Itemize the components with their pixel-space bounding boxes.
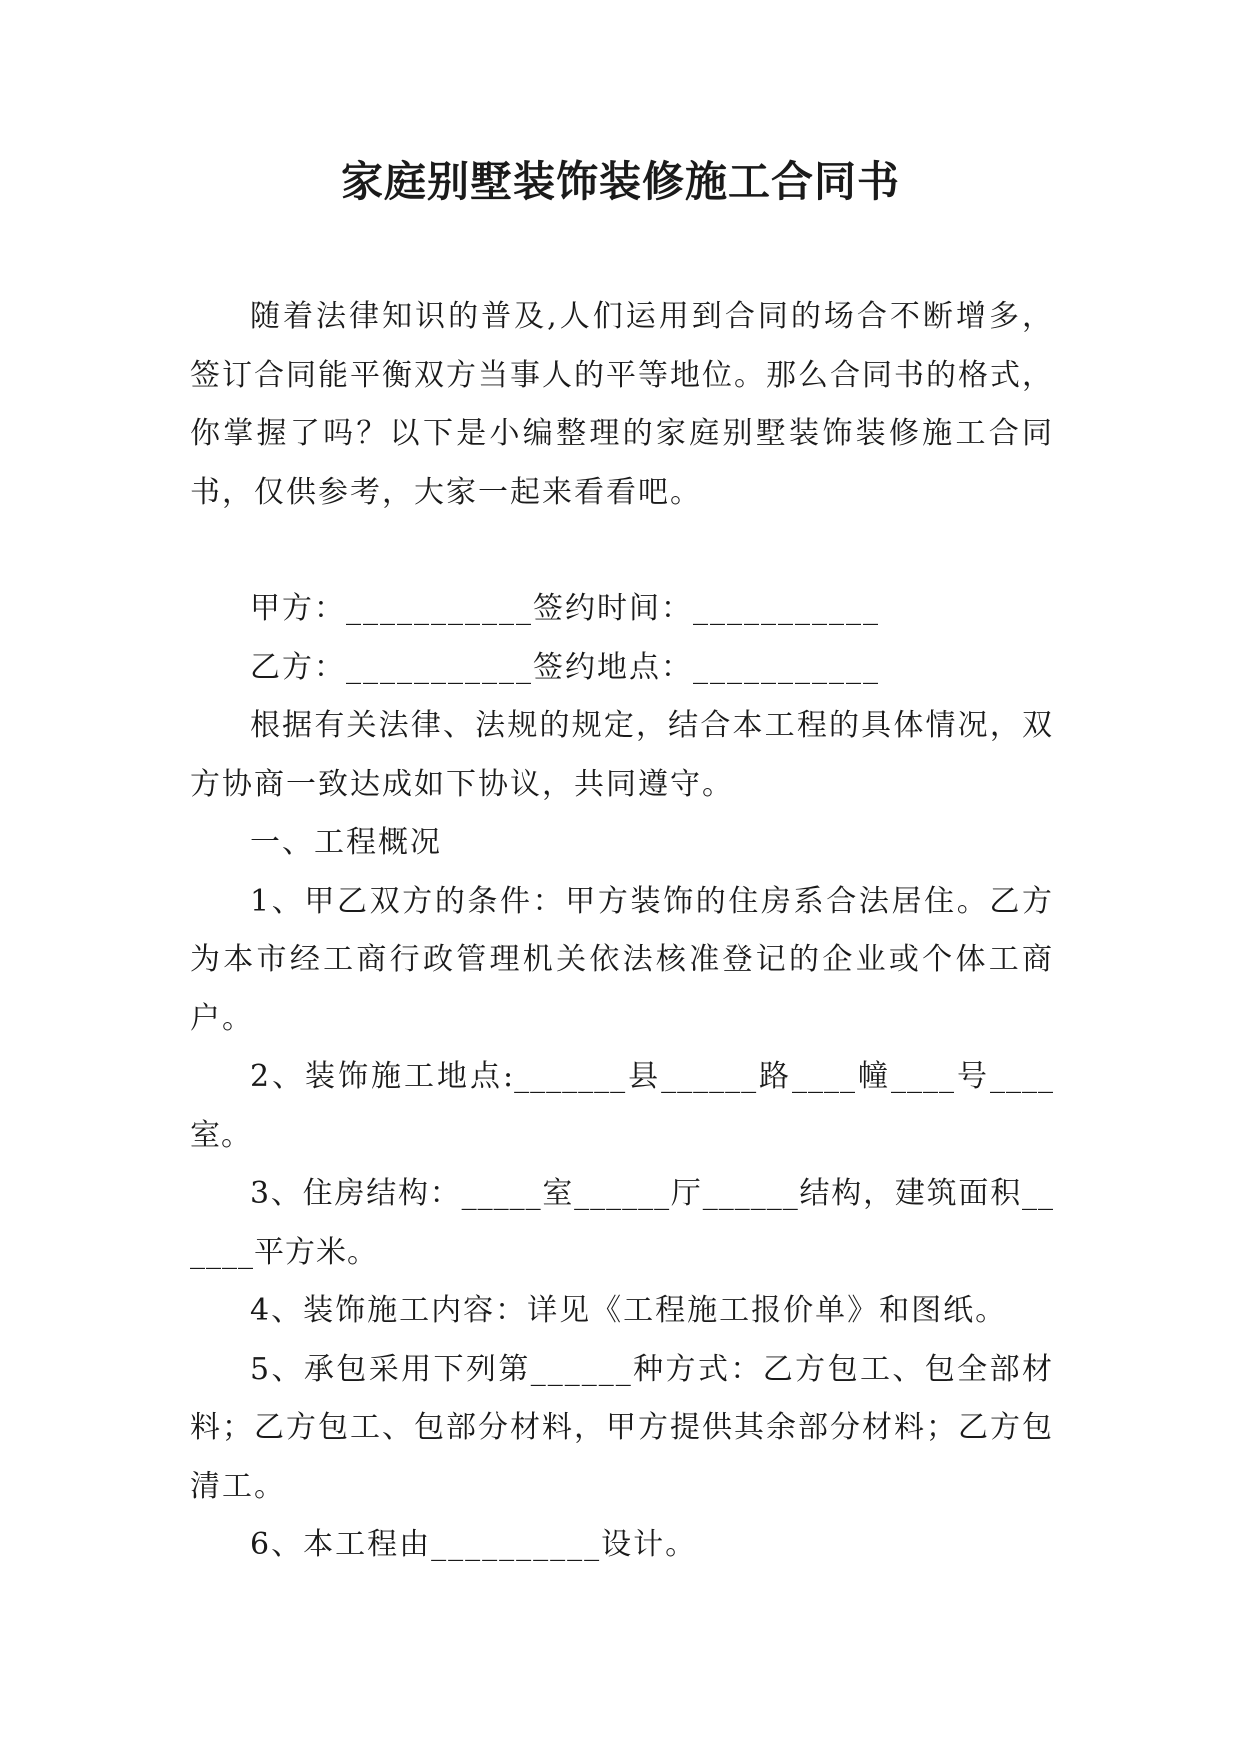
- clause-5: 5、承包采用下列第______种方式：乙方包工、包全部材料；乙方包工、包部分材料，甲方提供其余部分材料；乙方包清工。: [190, 1351, 1054, 1504]
- clause-3: 3、住房结构：_____室______厅______结构，建筑面积______平方米。: [190, 1176, 1054, 1270]
- party-b-line: 乙方：___________签约地点：___________: [250, 649, 880, 685]
- intro-paragraph: 随着法律知识的普及,人们运用到合同的场合不断增多，签订合同能平衡双方当事人的平等地位。那么合同书的格式，你掌握了吗？以下是小编整理的家庭别墅装饰装修施工合同书，仅供参考，大家一起来看看吧。: [190, 299, 1054, 510]
- clause-6: 6、本工程由__________设计。: [250, 1527, 698, 1562]
- clause-4: 4、装饰施工内容：详见《工程施工报价单》和图纸。: [250, 1293, 1008, 1328]
- document-body: [190, 288, 1054, 1575]
- party-a-line: 甲方：___________签约时间：___________: [250, 591, 880, 626]
- preamble-paragraph: 根据有关法律、法规的规定，结合本工程的具体情况，双方协商一致达成如下协议，共同遵守。: [190, 708, 1054, 802]
- document-title: 家庭别墅装饰装修施工合同书: [340, 157, 900, 206]
- paragraph-spacer: [190, 522, 1054, 580]
- clause-1: 1、甲乙双方的条件：甲方装饰的住房系合法居住。乙方为本市经工商行政管理机关依法核准登记的企业或个体工商户。: [190, 883, 1054, 1036]
- clause-2: 2、装饰施工地点:_______县______路____幢____号____室。: [190, 1059, 1054, 1153]
- section-heading: 一、工程概况: [250, 825, 442, 860]
